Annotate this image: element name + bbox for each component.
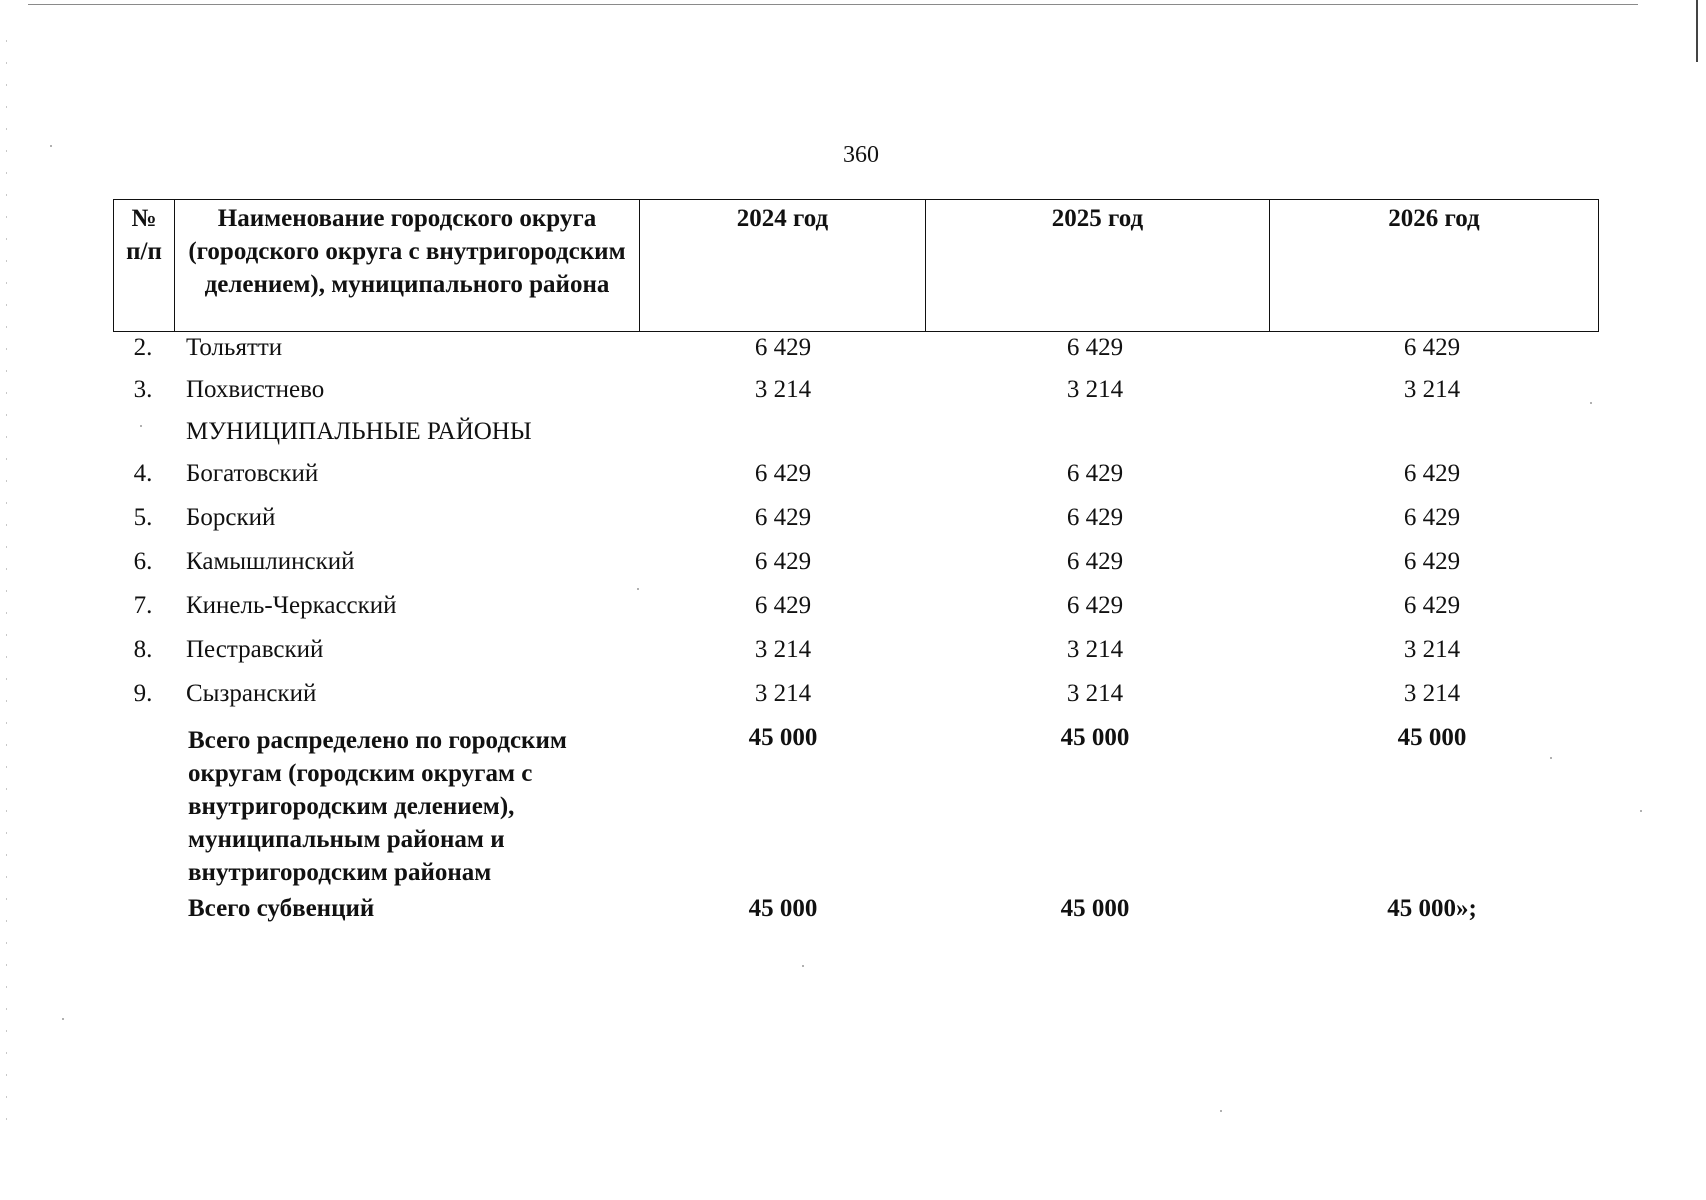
table-row bbox=[0, 460, 1706, 500]
header-num: № п/п bbox=[114, 200, 175, 332]
table-row bbox=[0, 592, 1706, 632]
row-value-2026: 6 429 bbox=[1403, 504, 1461, 531]
row-num: 7. bbox=[133, 592, 153, 619]
total-subventions-label: Всего субвенций bbox=[188, 895, 375, 922]
scan-speck bbox=[1220, 1110, 1222, 1112]
total-distributed-2026: 45 000 bbox=[1397, 724, 1467, 751]
section-heading-row bbox=[0, 418, 1706, 458]
row-value-2024: 6 429 bbox=[754, 592, 812, 619]
row-name: Сызранский bbox=[186, 680, 317, 707]
total-distributed-row bbox=[0, 724, 1706, 764]
right-edge-rule bbox=[1696, 0, 1698, 62]
scan-speck bbox=[62, 1018, 64, 1020]
header-2025: 2025 год bbox=[926, 200, 1270, 332]
table-row bbox=[0, 636, 1706, 676]
header-name: Наименование городского округа (городского округа с внутригородским делением), муниципального района bbox=[175, 200, 640, 332]
row-value-2025: 6 429 bbox=[1066, 334, 1124, 361]
row-value-2025: 3 214 bbox=[1066, 636, 1124, 663]
row-value-2026: 6 429 bbox=[1403, 460, 1461, 487]
row-num: 4. bbox=[133, 460, 153, 487]
left-edge-scan-marks bbox=[6, 40, 7, 1140]
section-heading: МУНИЦИПАЛЬНЫЕ РАЙОНЫ bbox=[186, 418, 532, 445]
row-value-2025: 6 429 bbox=[1066, 592, 1124, 619]
row-value-2024: 3 214 bbox=[754, 680, 812, 707]
total-distributed-label: Всего распределено по городским округам (городским округам с внутригородским делением), муниципальным районам и внутригородским районам bbox=[188, 727, 567, 886]
scan-speck bbox=[637, 588, 639, 590]
row-name: Борский bbox=[186, 504, 276, 531]
row-num: 3. bbox=[133, 376, 153, 403]
row-value-2026: 3 214 bbox=[1403, 636, 1461, 663]
row-num: 9. bbox=[133, 680, 153, 707]
table-row bbox=[0, 334, 1706, 374]
total-distributed-2025: 45 000 bbox=[1060, 724, 1130, 751]
row-value-2026: 3 214 bbox=[1403, 680, 1461, 707]
row-value-2026: 3 214 bbox=[1403, 376, 1461, 403]
row-value-2025: 6 429 bbox=[1066, 504, 1124, 531]
page-number: 360 bbox=[843, 142, 879, 168]
row-value-2024: 6 429 bbox=[754, 334, 812, 361]
row-name: Пестравский bbox=[186, 636, 324, 663]
scan-speck bbox=[1590, 402, 1592, 404]
header-2026: 2026 год bbox=[1270, 200, 1599, 332]
row-name: Тольятти bbox=[186, 334, 283, 361]
table-row bbox=[0, 504, 1706, 544]
scan-speck bbox=[802, 965, 804, 967]
row-num: 6. bbox=[133, 548, 153, 575]
total-distributed-2024: 45 000 bbox=[748, 724, 818, 751]
total-subventions-row bbox=[0, 895, 1706, 935]
scan-speck bbox=[1550, 757, 1552, 759]
row-value-2024: 3 214 bbox=[754, 636, 812, 663]
row-value-2025: 3 214 bbox=[1066, 376, 1124, 403]
table-row bbox=[0, 680, 1706, 720]
row-num: 2. bbox=[133, 334, 153, 361]
scan-speck bbox=[140, 425, 142, 427]
header-2024: 2024 год bbox=[640, 200, 926, 332]
table-row bbox=[0, 548, 1706, 588]
row-value-2025: 6 429 bbox=[1066, 460, 1124, 487]
table-row bbox=[0, 376, 1706, 416]
row-value-2026: 6 429 bbox=[1403, 334, 1461, 361]
row-name: Кинель-Черкасский bbox=[186, 592, 397, 619]
total-subventions-2026: 45 000»; bbox=[1387, 895, 1477, 922]
table-header bbox=[113, 199, 1599, 332]
row-value-2024: 6 429 bbox=[754, 504, 812, 531]
row-value-2024: 6 429 bbox=[754, 548, 812, 575]
top-rule bbox=[28, 4, 1638, 5]
row-value-2024: 3 214 bbox=[754, 376, 812, 403]
scan-speck bbox=[1640, 810, 1642, 812]
row-num: 5. bbox=[133, 504, 153, 531]
row-value-2025: 3 214 bbox=[1066, 680, 1124, 707]
row-num: 8. bbox=[133, 636, 153, 663]
row-value-2026: 6 429 bbox=[1403, 548, 1461, 575]
scan-speck bbox=[50, 145, 52, 147]
total-subventions-2024: 45 000 bbox=[748, 895, 818, 922]
row-name: Богатовский bbox=[186, 460, 319, 487]
row-name: Камышлинский bbox=[186, 548, 355, 575]
row-value-2026: 6 429 bbox=[1403, 592, 1461, 619]
row-value-2025: 6 429 bbox=[1066, 548, 1124, 575]
header-row bbox=[114, 200, 1599, 332]
total-subventions-2025: 45 000 bbox=[1060, 895, 1130, 922]
row-name: Похвистнево bbox=[186, 376, 325, 403]
row-value-2024: 6 429 bbox=[754, 460, 812, 487]
